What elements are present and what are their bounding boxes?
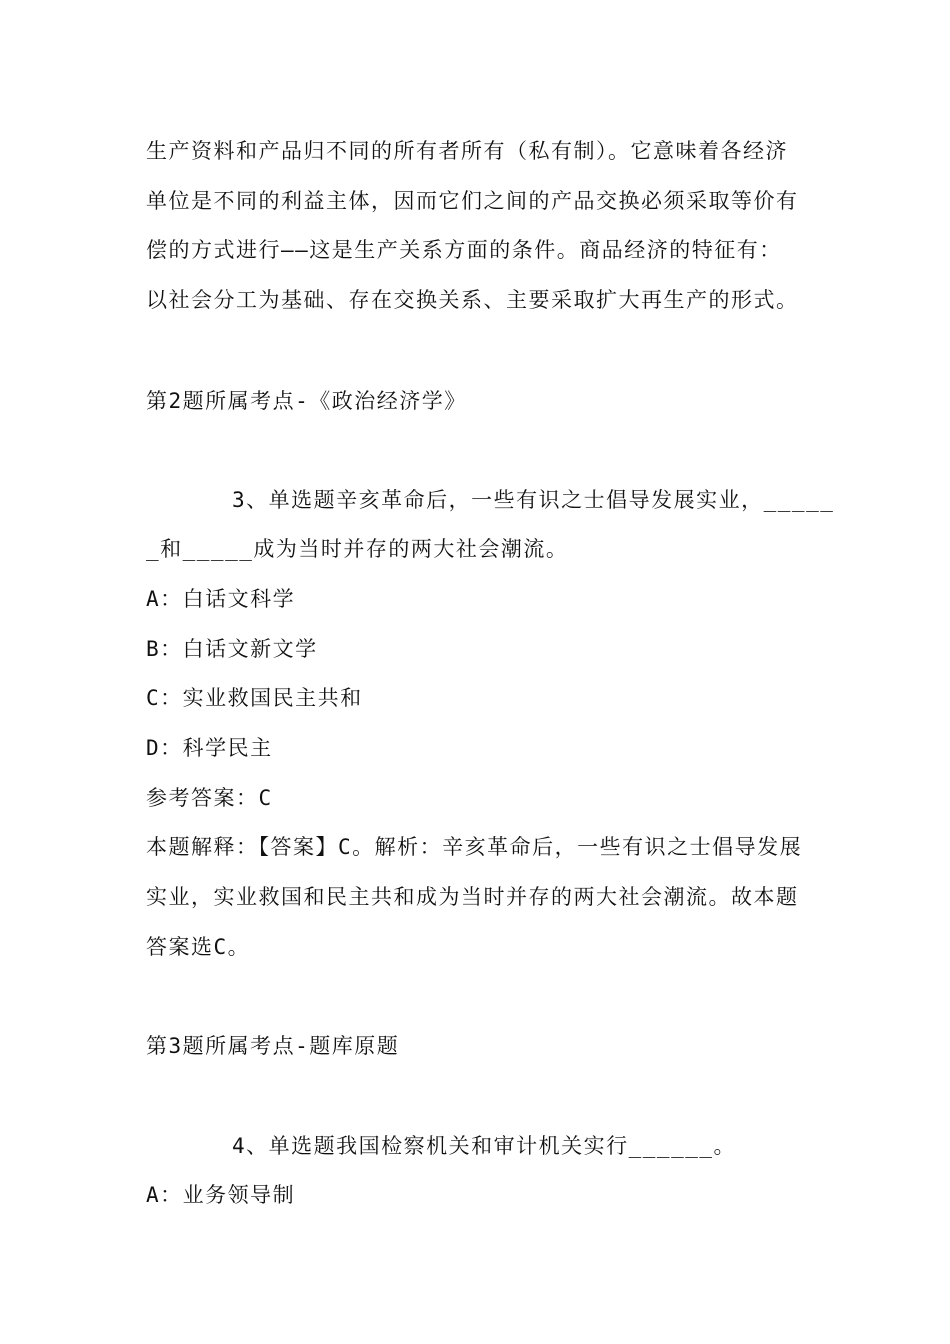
question-3-option-b: B：白话文新文学 bbox=[146, 637, 318, 661]
question-3-explanation-line-3: 答案选C。 bbox=[146, 935, 251, 959]
question-4-stem: 4、单选题我国检察机关和审计机关实行______。 bbox=[232, 1134, 736, 1158]
paragraph-line-4: 以社会分工为基础、存在交换关系、主要采取扩大再生产的形式。 bbox=[146, 288, 799, 312]
question-3-explanation-line-2: 实业，实业救国和民主共和成为当时并存的两大社会潮流。故本题 bbox=[146, 885, 799, 909]
paragraph-line-2: 单位是不同的利益主体，因而它们之间的产品交换必须采取等价有 bbox=[146, 189, 799, 213]
question-3-stem-line-2: _和_____成为当时并存的两大社会潮流。 bbox=[146, 537, 569, 561]
question-3-topic: 第3题所属考点-题库原题 bbox=[146, 1034, 400, 1058]
question-3-option-d: D：科学民主 bbox=[146, 736, 273, 760]
question-3-option-a: A：白话文科学 bbox=[146, 587, 296, 611]
question-2-topic: 第2题所属考点-《政治经济学》 bbox=[146, 389, 467, 413]
paragraph-line-1: 生产资料和产品归不同的所有者所有（私有制）。它意味着各经济 bbox=[146, 139, 788, 163]
paragraph-line-3: 偿的方式进行——这是生产关系方面的条件。商品经济的特征有： bbox=[146, 238, 782, 262]
question-3-option-c: C：实业救国民主共和 bbox=[146, 686, 363, 710]
question-3-explanation-line-1: 本题解释：【答案】C。解析：辛亥革命后，一些有识之士倡导发展 bbox=[146, 835, 803, 859]
question-4-option-a: A：业务领导制 bbox=[146, 1183, 296, 1207]
question-3-stem-line-1: 3、单选题辛亥革命后，一些有识之士倡导发展实业，_____ bbox=[232, 488, 835, 512]
question-3-answer: 参考答案：C bbox=[146, 786, 273, 810]
